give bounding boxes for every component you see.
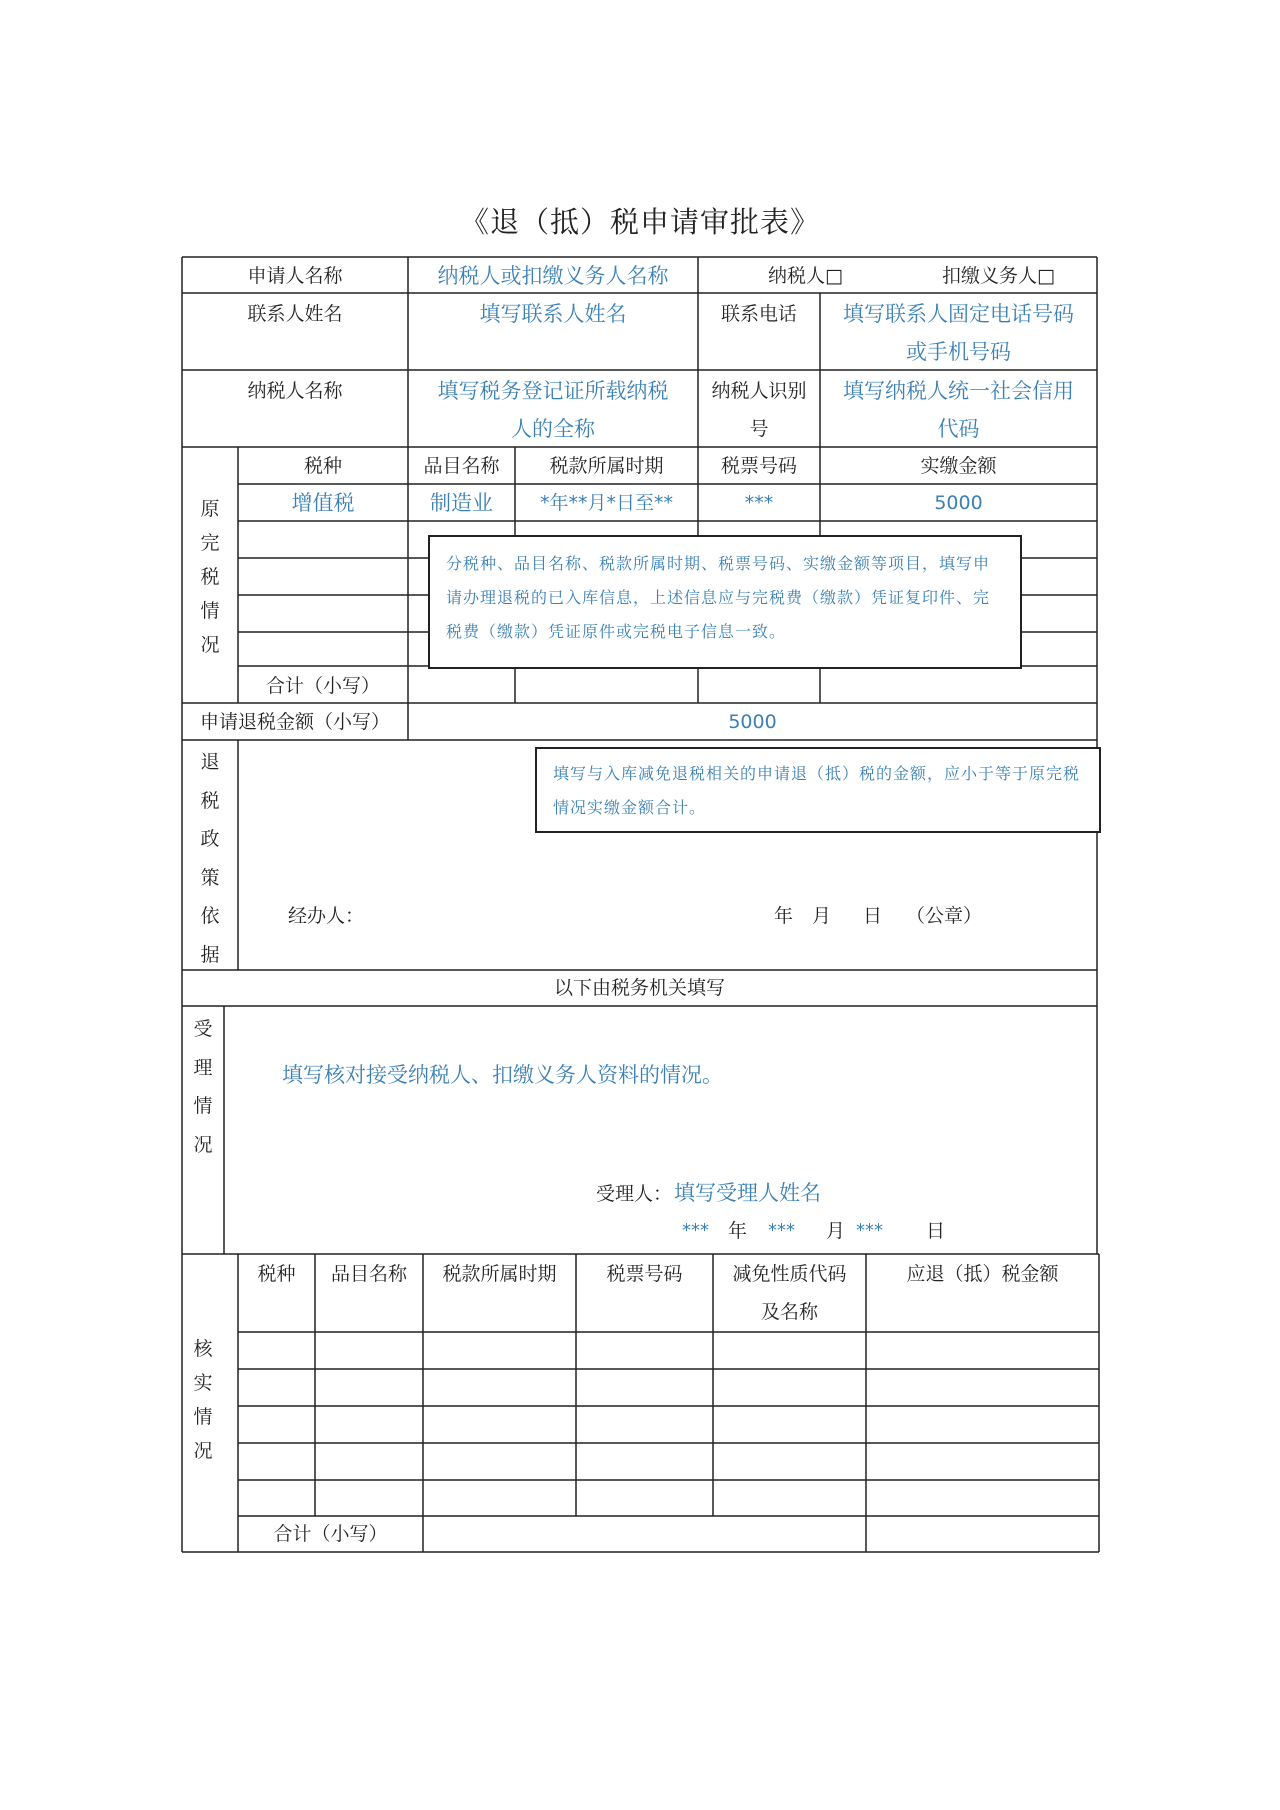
contact-phone-value-line2: 或手机号码 (906, 340, 1011, 364)
acceptance-day-value[interactable]: *** (856, 1220, 883, 1241)
taxpayer-id-label: 纳税人识别 (711, 380, 807, 402)
taxpayer-checkbox[interactable]: 纳税人□ (768, 265, 843, 287)
acceptance-year-value[interactable]: *** (682, 1220, 709, 1241)
refund-amount-value[interactable]: 5000 (728, 711, 777, 733)
contact-name-value[interactable]: 填写联系人姓名 (479, 302, 627, 326)
verify-total-label: 合计（小写） (273, 1523, 388, 1545)
acceptance-month-value[interactable]: *** (768, 1220, 795, 1241)
policy-day-label: 日 (863, 905, 883, 927)
orig-cell-ticket-no[interactable]: *** (744, 492, 774, 514)
verify-header-item-name: 品目名称 (330, 1263, 407, 1285)
handler-label: 经办人： (288, 905, 365, 927)
orig-header-tax-period: 税款所属时期 (549, 455, 664, 477)
verify-header-tax-period: 税款所属时期 (442, 1263, 557, 1285)
applicant-label: 申请人名称 (247, 265, 343, 287)
policy-month-label: 月 (812, 905, 832, 927)
orig-header-item-name: 品目名称 (423, 455, 500, 477)
original-tax-note: 分税种、品目名称、税款所属时期、税票号码、实缴金额等项目，填写申请办理退税的已入库信息，上述信息应与完税费（缴款）凭证复印件、完税费（缴款）凭证原件或完税电子信息一致。 (428, 535, 1022, 669)
taxpayer-id-value[interactable]: 填写纳税人统一社会信用 (843, 379, 1074, 403)
orig-header-tax-type: 税种 (303, 455, 342, 477)
acceptance-day-label: 日 (926, 1220, 946, 1242)
orig-cell-item-name[interactable]: 制造业 (430, 491, 493, 515)
taxpayer-name-value[interactable]: 填写税务登记证所载纳税 (437, 379, 669, 403)
orig-header-ticket-no: 税票号码 (720, 455, 797, 477)
orig-cell-tax-period[interactable]: *年**月*日至** (539, 492, 673, 514)
contact-name-label: 联系人姓名 (247, 303, 343, 325)
policy-section-label: 退 税 政 策 依 据 (200, 751, 220, 966)
contact-phone-value[interactable]: 填写联系人固定电话号码 (843, 302, 1074, 326)
applicant-value[interactable]: 纳税人或扣缴义务人名称 (437, 264, 669, 288)
verification-section-label: 核 实 情 况 (193, 1338, 213, 1462)
acceptance-section-label: 受 理 情 况 (193, 1018, 213, 1156)
verify-header-refund-amount: 应退（抵）税金额 (906, 1263, 1059, 1285)
orig-total-label: 合计（小写） (265, 675, 380, 697)
taxpayer-id-value-line2: 代码 (937, 417, 980, 441)
taxpayer-id-label-line2: 号 (749, 418, 769, 440)
seal-label: （公章） (906, 905, 983, 927)
withholder-checkbox[interactable]: 扣缴义务人□ (942, 265, 1055, 287)
policy-year-label: 年 (774, 905, 794, 927)
acceptance-year-label: 年 (728, 1220, 748, 1242)
receiver-value[interactable]: 填写受理人姓名 (674, 1181, 821, 1205)
receiver-label: 受理人： (596, 1183, 673, 1205)
verify-header-exemption-code-line2: 及名称 (760, 1301, 818, 1323)
verify-header-exemption-code: 减免性质代码 (732, 1263, 847, 1285)
orig-cell-paid-amount[interactable]: 5000 (934, 492, 983, 514)
orig-cell-tax-type[interactable]: 增值税 (291, 491, 355, 515)
contact-phone-label: 联系电话 (720, 303, 797, 325)
page-title: 《退（抵）税申请审批表》 (459, 205, 820, 239)
taxpayer-name-label: 纳税人名称 (247, 380, 343, 402)
acceptance-month-label: 月 (826, 1220, 846, 1242)
refund-amount-label: 申请退税金额（小写） (199, 711, 390, 733)
verify-header-ticket-no: 税票号码 (606, 1263, 683, 1285)
tax-authority-header: 以下由税务机关填写 (553, 977, 725, 999)
orig-header-paid-amount: 实缴金额 (920, 455, 997, 477)
verify-header-tax-type: 税种 (257, 1263, 296, 1285)
taxpayer-name-value-line2: 人的全称 (511, 417, 595, 441)
policy-note: 填写与入库减免退税相关的申请退（抵）税的金额，应小于等于原完税情况实缴金额合计。 (535, 747, 1101, 833)
original-tax-section-label: 原 完 税 情 况 (200, 498, 220, 656)
acceptance-text[interactable]: 填写核对接受纳税人、扣缴义务人资料的情况。 (282, 1063, 723, 1087)
